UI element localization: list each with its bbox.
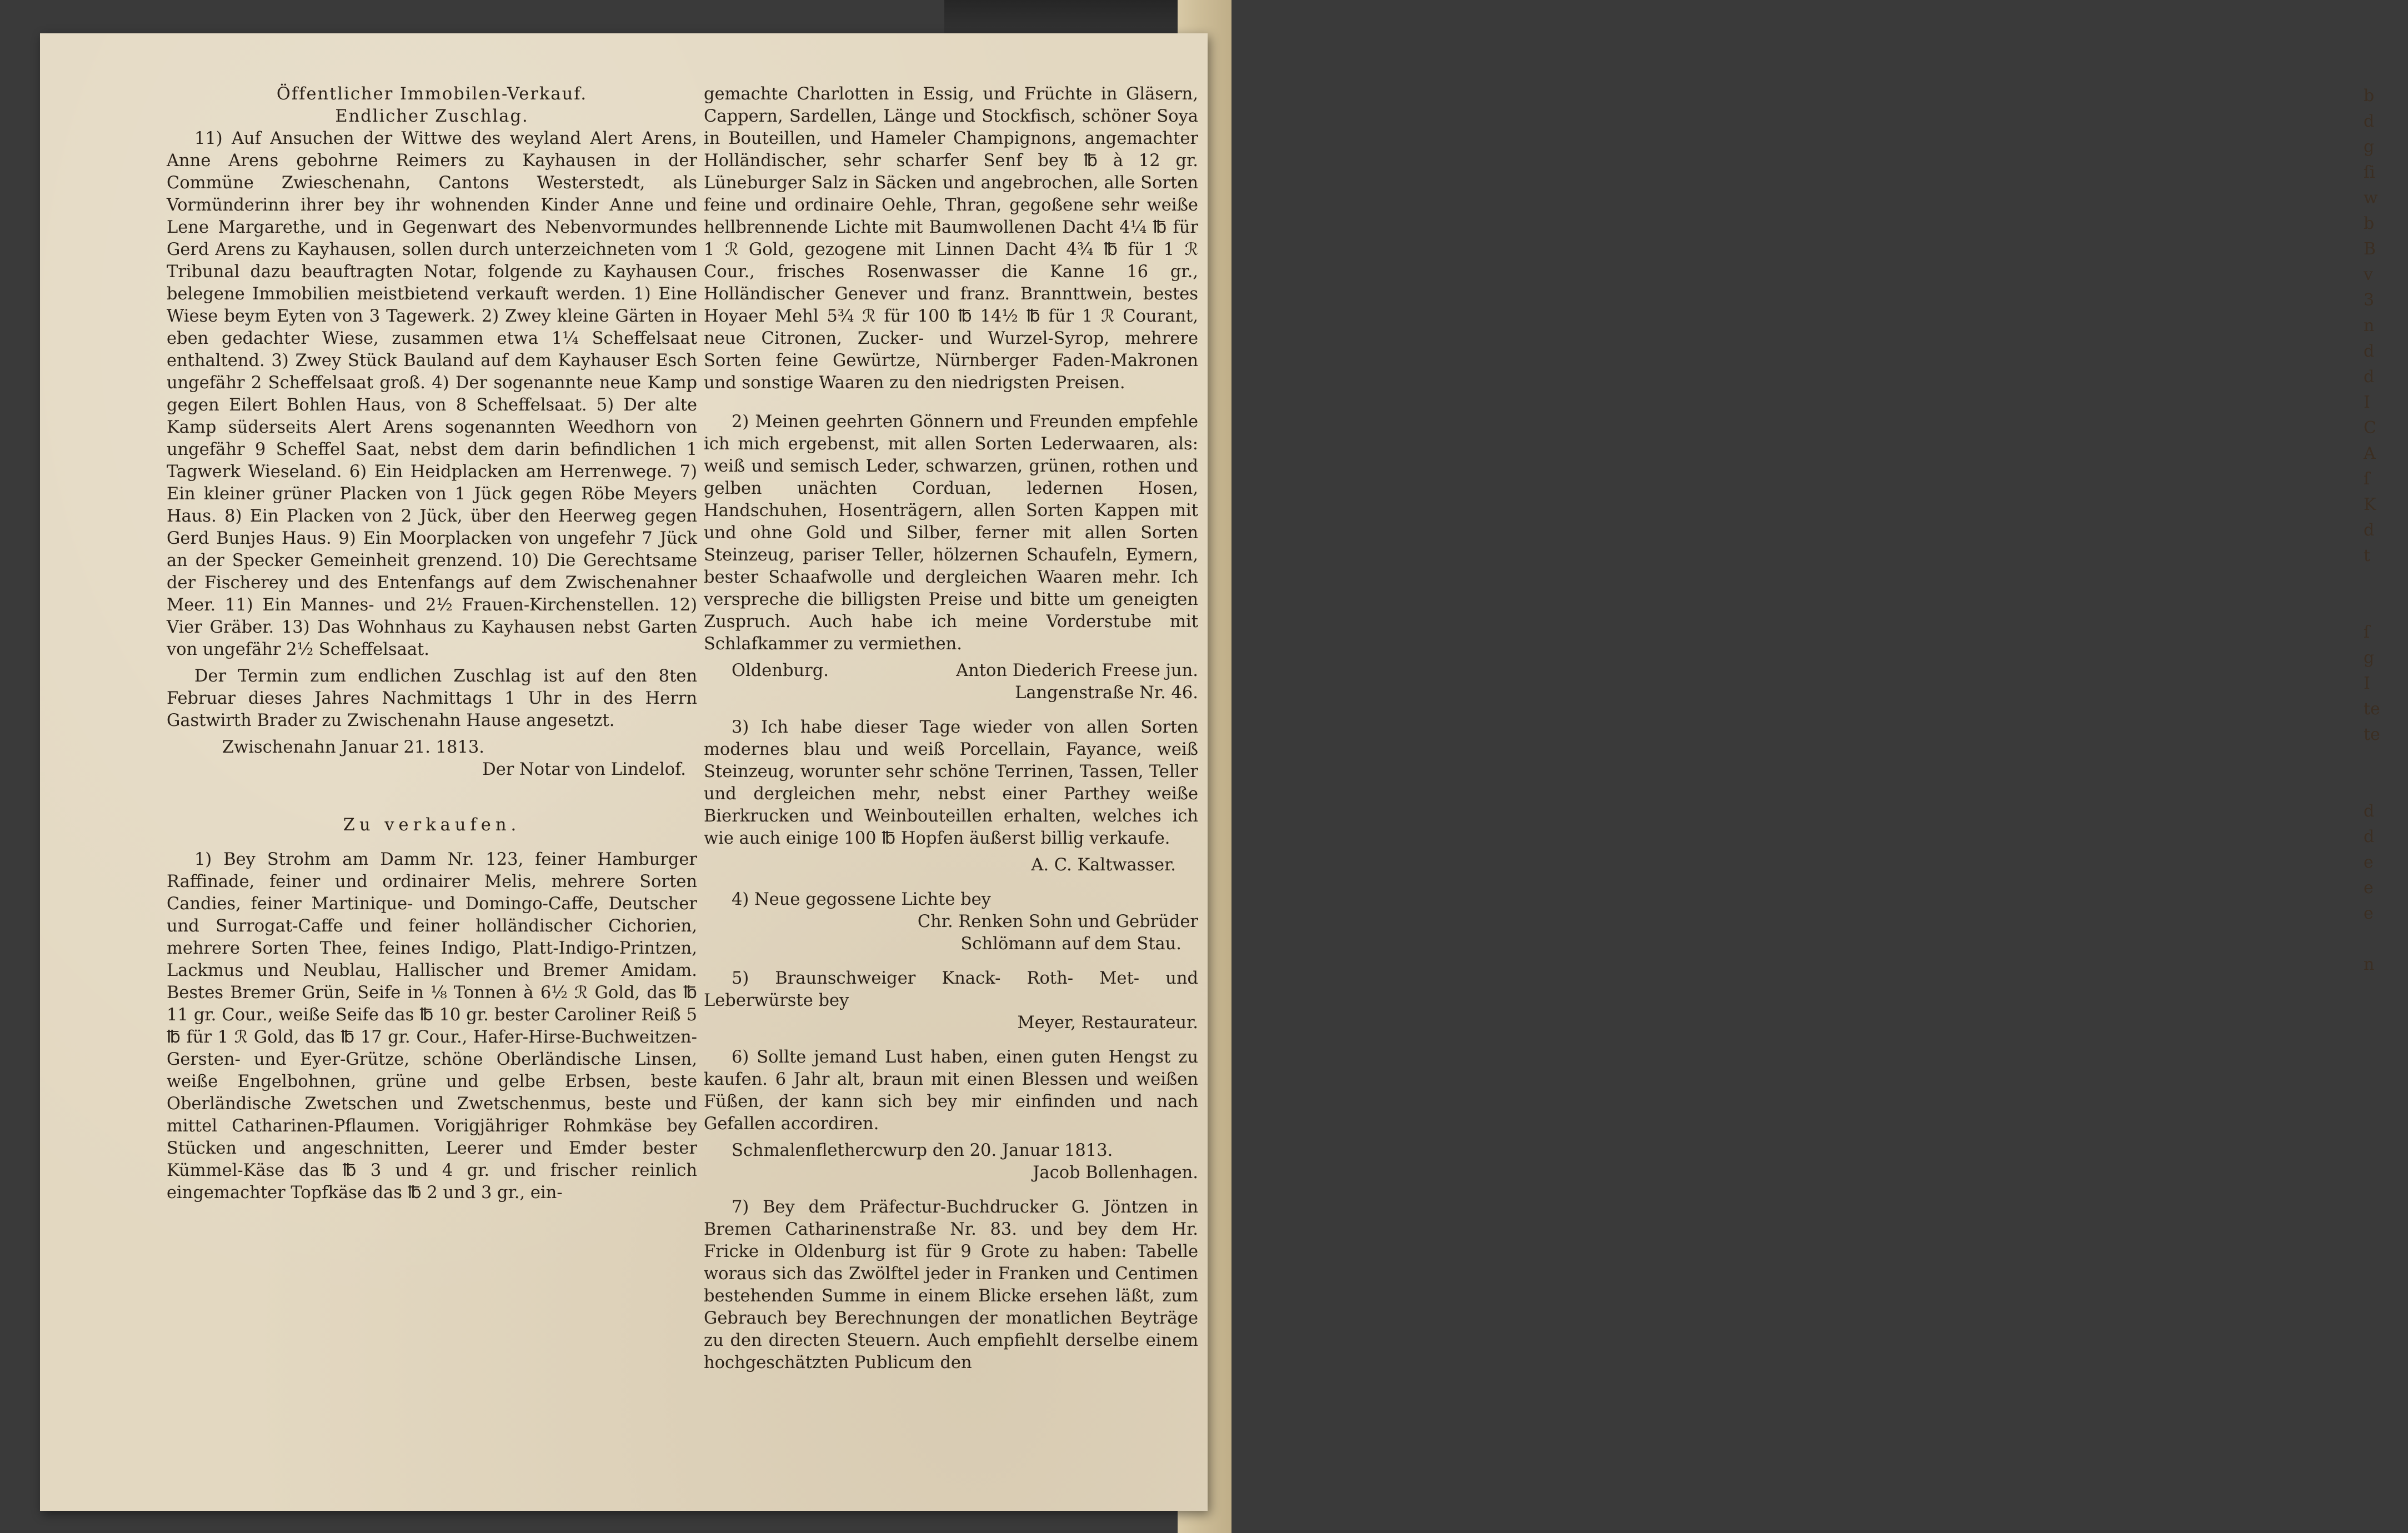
facing-page-char: n: [2364, 955, 2375, 974]
section-heading-immobilien: Öffentlicher Immobilen-Verkauf.: [276, 84, 588, 104]
facing-page-char: te: [2364, 725, 2380, 744]
facing-page-char: 3: [2364, 290, 2375, 310]
facing-page-char: g: [2364, 648, 2375, 668]
facing-page-char: [2364, 926, 2408, 952]
left-column: [167, 83, 697, 1209]
facing-page-char: [2364, 594, 2408, 620]
ad-4-text: 4) Neue gegossene Lichte bey: [732, 890, 991, 909]
facing-page-char: [2364, 569, 2408, 594]
notary-signature: Der Notar von Lindelof.: [482, 760, 686, 779]
facing-page-char: B: [2364, 239, 2376, 259]
facing-page-char: d: [2364, 367, 2375, 387]
ad-3-signature: A. C. Kaltwasser.: [1031, 855, 1176, 875]
facing-page-char: [2364, 748, 2408, 773]
place-date: Zwischenahn Januar 21. 1813.: [222, 738, 484, 757]
facing-page-char: ſ: [2364, 623, 2370, 642]
ad-7-text: 7) Bey dem Präfectur-Buchdrucker G. Jöntzen in Bremen Catharinenstraße Nr. 83. und bey dem Hr. Fricke in Oldenburg ist für 9 Grote zu haben: Tabelle woraus sich das Zwölftel jeder in Franken und Centimen bestehenden Summe in einem Blicke ersehen läßt, zum Gebrauch bey Berechnungen der monatlichen Beyträge zu den directen Steuern. Auch empfiehlt derselbe einem hochgeschätzten Publicum den: [704, 1198, 1198, 1372]
ad-6-signature: Jacob Bollenhagen.: [1033, 1163, 1198, 1183]
section-subheading-zuschlag: Endlicher Zuschlag.: [335, 107, 529, 126]
facing-page-char: [2364, 773, 2408, 799]
facing-page-char: b: [2364, 86, 2375, 106]
facing-page-char: d: [2364, 801, 2375, 821]
facing-page-char: w: [2364, 188, 2378, 208]
facing-page-char: d: [2364, 342, 2375, 361]
ad-2-name: Anton Diederich Freese jun.: [956, 661, 1198, 680]
ad-2-place: Oldenburg.: [732, 661, 829, 680]
facing-page-char: b: [2364, 214, 2375, 233]
section-heading-verkaufen: Zu verkaufen.: [343, 815, 521, 835]
facing-page-char: te: [2364, 699, 2380, 719]
facing-page-char: n: [2364, 316, 2375, 335]
facing-page-fragments: [2364, 83, 2408, 978]
ad-1-text: 1) Bey Strohm am Damm Nr. 123, feiner Hamburger Raffinade, feiner und ordinairer Melis, mehrere Sorten Candies, feiner Martinique- und Domingo-Caffe, Deutscher und Surrogat-Caffe und feiner holländischer Cichorien, mehrere Sorten Thee, feines Indigo, Platt-Indigo-Printzen, Lackmus und Neublau, Hallischer und Bremer Amidam. Bestes Bremer Grün, Seife in ⅛ Tonnen à 6½ ℛ Gold, das ℔ 11 gr. Cour., weiße Seife das ℔ 10 gr. bester Caroliner Reiß 5 ℔ für 1 ℛ Gold, das ℔ 17 gr. Cour., Hafer-Hirse-Buchweitzen-Gersten- und Eyer-Grütze, schöne Oberländische Linsen, weiße Engelbohnen, grüne und gelbe Erbsen, beste Oberländische Zwetschen und Zwetschenmus, beste und mittel Catharinen-Pflaumen. Vorigjähriger Rohmkäse bey Stücken und angeschnitten, Leerer und Emder bester Kümmel-Käse das ℔ 3 und 4 gr. und frischer reinlich eingemachter Topfkäse das ℔ 2 und 3 gr., ein-: [167, 850, 697, 1203]
ad-4-merchant-a: Chr. Renken Sohn und Gebrüder: [917, 912, 1198, 931]
facing-page-char: t: [2364, 546, 2371, 565]
facing-page-char: d: [2364, 112, 2375, 131]
facing-page-char: e: [2364, 853, 2374, 872]
ad-2-address: Langenstraße Nr. 46.: [1015, 683, 1198, 703]
ad-5-signature: Meyer, Restaurateur.: [1017, 1013, 1198, 1033]
newspaper-page: [40, 33, 1208, 1511]
ad-1-continued: gemachte Charlotten in Essig, und Früchte in Gläsern, Cappern, Sardellen, Länge und Stockfisch, schöner Soya in Bouteillen, und Hameler Champignons, angemachter Holländischer, sehr scharfer Senf bey ℔ à 12 gr. Lüneburger Salz in Säcken und angebrochen, alle Sorten feine und ordinaire Oehle, Thran, gegoßene sehr weiße hellbrennende Lichte mit Baumwollenen Dacht 4¼ ℔ für 1 ℛ Gold, gezogene mit Linnen Dacht 4¾ ℔ für 1 ℛ Cour., frisches Rosenwasser die Kanne 16 gr., Holländischer Genever und franz. Brannttwein, bestes Hoyaer Mehl 5¾ ℛ für 100 ℔ 14½ ℔ für 1 ℛ Courant, neue Citronen, Zucker- und Wurzel-Syrop, mehrere Sorten feine Gewürtze, Nürnberger Faden-Makronen und sonstige Waaren zu den niedrigsten Preisen.: [704, 84, 1198, 393]
ad-2-signature-row: [704, 660, 1198, 682]
facing-page-char: K: [2364, 495, 2376, 514]
facing-page-char: ſ: [2364, 469, 2370, 489]
ad-2-text: 2) Meinen geehrten Gönnern und Freunden empfehle ich mich ergebenst, mit allen Sorten Lederwaaren, als: weiß und semisch Leder, schwarzen, grünen, rothen und gelben unächten Corduan, ledernen Hosen, Handschuhen, Hosenträgern, allen Sorten Kappen mit und ohne Gold und Silber, ferner mit allen Sorten Steinzeug, pariser Teller, hölzernen Schaufeln, Eymern, bester Schaafwolle und dergleichen Waaren mehr. Ich verspreche die billigsten Preise und bitte um geneigten Zuspruch. Auch habe ich meine Vorderstube mit Schlafkammer zu vermiethen.: [704, 412, 1198, 654]
right-column: [704, 83, 1198, 1379]
facing-page-char: A: [2364, 444, 2376, 463]
facing-page-char: e: [2364, 904, 2374, 923]
facing-page-char: I: [2364, 393, 2370, 412]
termin-text: Der Termin zum endlichen Zuschlag ist auf den 8ten Februar dieses Jahres Nachmittags 1 Uhr in des Herrn Gastwirth Brader zu Zwischenahn Hause angesetzt.: [167, 667, 697, 730]
ad-5-text: 5) Braunschweiger Knack- Roth- Met- und Leberwürste bey: [704, 969, 1198, 1010]
facing-page-char: I: [2364, 674, 2370, 693]
ad-6-place-date: Schmalenflethercwurp den 20. Januar 1813.: [732, 1141, 1113, 1160]
ad-6-text: 6) Sollte jemand Lust haben, einen guten Hengst zu kaufen. 6 Jahr alt, braun mit einen Blessen und weißen Füßen, der kann sich bey mir einfinden und nach Gefallen accordiren.: [704, 1048, 1198, 1134]
facing-page-char: d: [2364, 520, 2375, 540]
ad-3-text: 3) Ich habe dieser Tage wieder von allen Sorten modernes blau und weiß Porcellain, Fayance, weiß Steinzeug, worunter sehr schöne Terrinen, Tassen, Teller und dergleichen mehr, nebst einer Parthey weiße Bierkrucken und Weinbouteillen erhalten, welches ich wie auch einige 100 ℔ Hopfen äußerst billig verkaufe.: [704, 718, 1198, 848]
notice-11-text: 11) Auf Ansuchen der Wittwe des weyland Alert Arens, Anne Arens gebohrne Reimers zu Kayhausen in der Commüne Zwieschenahn, Cantons Westerstedt, als Vormünderinn ihrer bey ihr wohnenden Kinder Anne und Lene Margarethe, und in Gegenwart des Nebenvormundes Gerd Arens zu Kayhausen, sollen durch unterzeichneten vom Tribunal dazu beauftragten Notar, folgende zu Kayhausen belegene Immobilien meistbietend verkauft werden. 1) Eine Wiese beym Eyten von 3 Tagewerk. 2) Zwey kleine Gärten in eben gedachter Wiese, zusammen etwa 1¼ Scheffelsaat enthaltend. 3) Zwey Stück Bauland auf dem Kayhauser Esch ungefähr 2 Scheffelsaat groß. 4) Der sogenannte neue Kamp gegen Eilert Bohlen Haus, von 8 Scheffelsaat. 5) Der alte Kamp süderseits Alert Arens sogenannten Weedhorn von ungefähr 9 Scheffel Saat, nebst dem darin befindlichen 1 Tagwerk Wieseland. 6) Ein Heidplacken am Herrenwege. 7) Ein kleiner grüner Placken von 1 Jück gegen Röbe Meyers Haus. 8) Ein Placken von 2 Jück, über den Heerweg gegen Gerd Bunjes Haus. 9) Ein Moorplacken von ungefehr 7 Jück an der Specker Gemeinheit grenzend. 10) Die Gerechtsame der Fischerey und des Entenfangs auf dem Zwischenahner Meer. 11) Ein Mannes- und 2½ Frauen-Kirchenstellen. 12) Vier Gräber. 13) Das Wohnhaus zu Kayhausen nebst Garten von ungefähr 2½ Scheffelsaat.: [167, 129, 697, 659]
ad-4-merchant-b: Schlömann auf dem Stau.: [960, 934, 1182, 954]
facing-page-char: d: [2364, 827, 2375, 846]
facing-page-char: e: [2364, 878, 2374, 898]
facing-page-char: C: [2364, 418, 2376, 438]
facing-page-char: v: [2364, 265, 2373, 284]
facing-page-char: g: [2364, 137, 2375, 157]
facing-page-char: ſi: [2364, 163, 2375, 182]
